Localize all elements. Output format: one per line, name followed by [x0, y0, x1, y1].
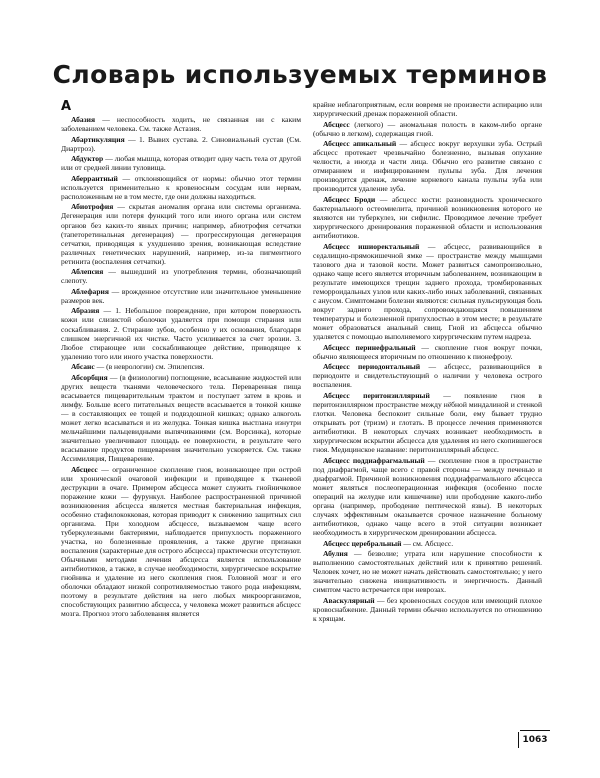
dictionary-entry	[61, 373, 301, 463]
entry-term: Абартикуляция	[71, 134, 125, 144]
entry-term: Аблепсия	[71, 267, 104, 277]
entry-term: Абдуктор	[71, 154, 104, 164]
right-column	[313, 100, 542, 750]
dictionary-entry	[61, 115, 301, 133]
dictionary-entry	[313, 343, 542, 361]
entry-definition: — скопление гноя вокруг почки, обычно являющееся вторичным по отношению к пионефрозу.	[313, 342, 542, 361]
dictionary-entry	[61, 267, 301, 285]
dictionary-entry	[61, 135, 301, 153]
page-title: Словарь используемых терминов	[52, 60, 548, 89]
left-column	[61, 100, 301, 750]
entry-definition: — появление гноя в перитонзиллярном пространстве между нёбной миндалиной и стенкой глотки. Человека беспокоит сильные боли, ему бывает трудно открывать рот (тризм) и глотать. В процессе лечения применяются антибиотики. В некоторых случаях возникает необходимость в хирургическом вскрытии абсцесса для удаления из него скопившегося гноя. Медицинское название: перитонзиллярный абсцесс.	[313, 390, 542, 455]
entry-definition: (легкого) — аномальная полость в каком-либо органе (обычно в легком), содержащая гной.	[313, 119, 542, 138]
entry-term: Абразия	[71, 306, 100, 316]
entry-definition: — вышедший из употребления термин, обозначающий слепоту.	[61, 267, 301, 286]
entry-term: Аваскулярный	[323, 595, 375, 605]
page-number-divider	[518, 732, 519, 748]
dictionary-entry	[61, 465, 301, 619]
dictionary-entry	[313, 362, 542, 389]
page-number: 1063	[522, 735, 548, 745]
entry-term: Абиотрофия	[71, 202, 114, 212]
entry-definition: — скопление гноя в пространстве под диафрагмой, чаще всего с правой стороны — между печенью и диафрагмой. Причиной возникновения поддиафрагмального абсцесса может являться послеоперационная инфекция (особенно после операций на желудке или кишечнике) или прободение какого-либо органа (например, прободение пептической язвы). В некоторых случаях эффективным оказывается срочное назначение больному антибиотиков, однако чаще всего в этой ситуации возникает необходимость в хирургическом дренировании абсцесса.	[313, 455, 542, 538]
entry-definition: — отклоняющийся от нормы: обычно этот термин используется применительно к кровеносным сосудам или нервам, расположенным не в том месте, где они должны находиться.	[61, 173, 301, 201]
dictionary-entry	[61, 174, 301, 201]
dictionary-entry	[313, 139, 542, 193]
entry-definition: — абсцесс, развивающийся в периодонте и свидетельствующий о наличии у человека острого воспаления.	[313, 362, 542, 390]
entry-term: Аберрантный	[71, 173, 118, 183]
entry-term: Абсорбция	[71, 372, 108, 382]
dictionary-entry	[313, 549, 542, 594]
entry-definition: — абсцесс вокруг верхушки зуба. Острый абсцесс протекает чрезвычайно болезненно, вызывая опухание челюсти, а иногда и части лица. Обычно его развитие связано с отмиранием и инфицированием пульпы зуба. Для лечения производится дренаж, лечение корневого канала пульпы зуба или производится удаление зуба.	[313, 139, 542, 194]
entry-term: Абсцесс ишиоректальный	[323, 241, 420, 251]
entry-definition: — ограниченное скопление гноя, возникающее при острой или хронической очаговой инфекции и приводящее к тканевой деструкции в очаге. Примером абсцесса может служить гнойничковое поражение кожи — фурункул. Наиболее распространенной причиной возникновения абсцесса является местная бактериальная инфекция, особенно стафилококковая, которая приводит к снижению защитных сил организма. При холодном абсцессе, вызываемом чаще всего туберкулезными бактериями, наблюдается припухлость пораженного участка, но болезненные проявления, а также другие признаки воспаления (характерные для острого абсцесса) практически отсутствуют. Обычными методами лечения абсцесса является использование антибиотиков, а также, в случае необходимости, хирургическое вскрытие гнойника и удаление из него скопления гноя. Головной мозг и его оболочки обладают низкой сопротивляемостью такого рода инфекциям, поэтому в результате действия на него любых микроорганизмов, способствующих развитию абсцесса, у человека может развиться абсцесс мозга. Прогноз этого заболевания является	[61, 464, 301, 619]
dictionary-entry	[313, 391, 542, 454]
dictionary-entry	[61, 306, 301, 360]
entry-definition: — 1. Вывих сустава. 2. Синовиальный сустав (См. Диартроз).	[61, 134, 301, 153]
dictionary-entry	[313, 456, 542, 537]
dictionary-entry	[313, 539, 542, 548]
dictionary-entry	[313, 242, 542, 342]
entry-definition: — скрытая аномалия органа или системы организма. Дегенерация или потеря функций того или иного органа или систем органов без каких-то явных причин; например, абиотрофия сетчатки (тапеторетинальная дегенерация) — прогрессирующая дегенерация сетчатки, приводящая к ухудшению зрения, возникающая вследствие различных генетических нарушений, например, из-за пигментного ретинита (воспаления сетчатки).	[61, 202, 301, 266]
dictionary-entry	[61, 362, 301, 371]
dictionary-entry	[313, 195, 542, 240]
entry-definition: — 1. Небольшое повреждение, при котором поверхность кожи или слизистой оболочки удаляется при помощи стирания или соскабливания. 2. Стирание зубов, особенно у их основания, благодаря слишком энергичной их чистке. Часто усиливается за счет эрозии. 3. Любое стирающее или соскабливающее действие, приводящее к удалению того или иного участка поверхности.	[61, 306, 301, 361]
entry-definition: — без кровеносных сосудов или имеющий плохое кровоснабжение. Данный термин обычно используется по отношению к хрящам.	[313, 595, 542, 624]
entry-term: Абсцесс периодонтальный	[323, 362, 421, 372]
entry-term: Абсцесс	[71, 464, 98, 474]
dictionary-entry	[313, 596, 542, 623]
dictionary-entry	[61, 287, 301, 305]
entry-definition: — (в физиологии) поглощение, всасывание жидкостей или других веществ тканями человеческого тела. Переваренная пища всасывается пищеварительным трактом и поступает затем в кровь и лимфу. Больше всего питательных веществ всасывается в тонкой кишке — в составляющих ее тощей и подвздошной кишках; однако алкоголь может легко всасываться и из желудка. Тонкая кишка выстлана изнутри мельчайшими пальцевидными выпячиваниями (см. Ворсинка), которые значительно увеличивают площадь ее поверхности, в результате чего всасывание продуктов пищеварения значительно ускоряется. См. также Ассимиляция, Пищеварение.	[61, 372, 301, 464]
dictionary-entry	[313, 100, 542, 118]
entry-term: Абсцесс церебральный	[323, 538, 402, 548]
entry-definition: — абсцесс, развивающийся в седалищно-прямокишечной ямке — пространстве между мышцами тазового дна и тазовой кости. Может развиться самопроизвольно, однако чаще всего является вторичным заболеванием, возникающим в результате имеющихся трещин заднего прохода, тромбированных геморроидальных узлов или каких-либо иных заболеваний, связанных с анусом. Симптомами болезни являются: сильная пульсирующая боль вокруг заднего прохода, сопровождающаяся повышением температуры и болезненной припухлостью в этом месте; в результате может образоваться анальный свищ. Гной из абсцесса обычно удаляется с помощью выполняемого хирургическим путем надреза.	[313, 241, 542, 342]
dictionary-entry	[61, 154, 301, 172]
entry-definition: — безволие; утрата или нарушение способности к выполнению самостоятельных действий или к принятию решений. Человек хочет, но не может начать действовать самостоятельно; у него значительно снижена инициативность и энергичность. Данный симптом часто встречается при неврозах.	[313, 549, 542, 595]
entry-term: Абазия	[71, 115, 96, 124]
entry-definition: — (в неврологии) см. Эпилепсия.	[94, 362, 205, 372]
entry-term: Абсцесс перитонзиллярный	[323, 390, 430, 400]
entry-term: Абсцесс Броди	[323, 194, 376, 204]
dictionary-entry	[313, 120, 542, 138]
entry-term: Абсанс	[71, 362, 95, 372]
entry-definition: — любая мышца, которая отводит одну часть тела от другой или от средней линии туловища.	[61, 154, 301, 173]
entry-definition: крайне неблагоприятным, если вовремя не произвести аспирацию или хирургический дренаж пораженной области.	[313, 100, 542, 119]
entry-definition: — неспособность ходить, не связанная ни с каким заболеванием человека. См. также Астазия.	[61, 115, 301, 134]
entry-definition: — врожденное отсутствие или значительное уменьшение размеров век.	[61, 286, 301, 305]
entry-term: Абсцесс	[323, 119, 350, 129]
entry-term: Абсцесс апикальный	[323, 139, 397, 149]
entry-term: Абулия	[323, 549, 348, 559]
dictionary-entry	[61, 202, 301, 265]
entry-definition: — см. Абсцесс.	[401, 538, 454, 548]
entry-term: Абсцесс перинефральный	[323, 342, 416, 352]
section-letter: A	[61, 100, 72, 114]
entry-definition: — абсцесс кости: разновидность хронического бактериального остеомиелита, причиной возникновения которого не являются ни туберкулез, ни сифилис. Проводимое лечение требует хирургического дренирования пораженной области и использования антибиотиков.	[313, 194, 542, 241]
entry-term: Аблефария	[71, 286, 109, 296]
entry-term: Абсцесс поддиафрагмальный	[323, 455, 425, 465]
